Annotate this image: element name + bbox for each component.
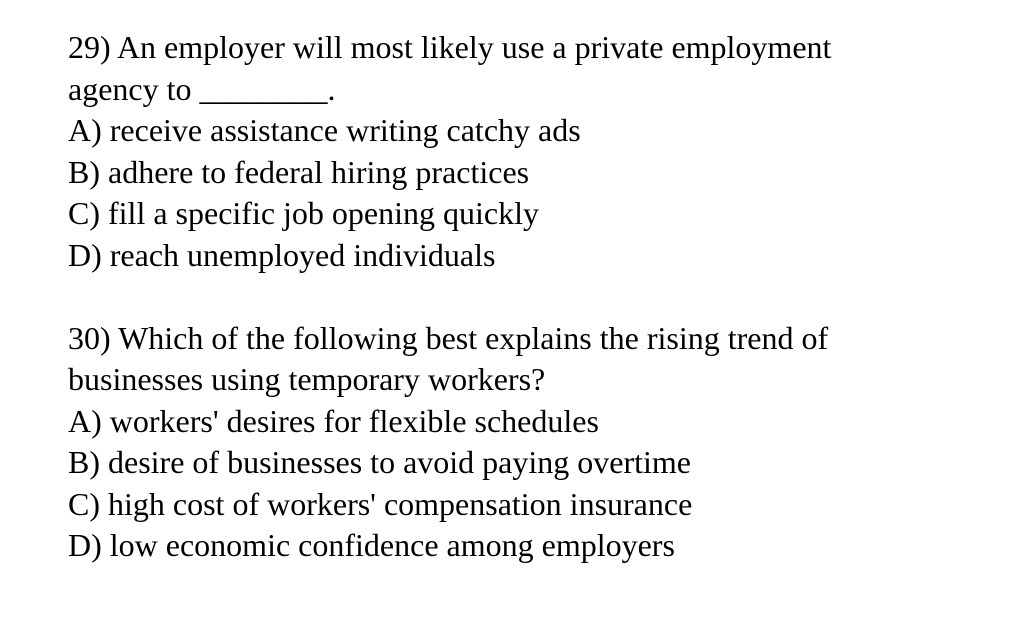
answer-option-d: D) low economic confidence among employers: [68, 527, 675, 563]
answer-option-b: B) desire of businesses to avoid paying overtime: [68, 444, 691, 480]
question-stem-line: 30) Which of the following best explains the rising trend of: [68, 319, 829, 356]
question-29: [68, 27, 1020, 276]
answer-option-a: A) receive assistance writing catchy ads: [68, 112, 581, 148]
answer-option-d: D) reach unemployed individuals: [68, 236, 496, 273]
answer-option-c: C) high cost of workers' compensation insurance: [68, 485, 693, 522]
answer-option-a: A) workers' desires for flexible schedules: [68, 402, 599, 439]
answer-option-c: C) fill a specific job opening quickly: [68, 195, 539, 231]
answer-option-b: B) adhere to federal hiring practices: [68, 153, 530, 190]
question-stem-line: 29) An employer will most likely use a private employment: [68, 29, 832, 65]
question-stem-line: agency to ________.: [68, 70, 336, 107]
question-30: [68, 318, 1020, 567]
question-stem-line: businesses using temporary workers?: [68, 361, 546, 397]
